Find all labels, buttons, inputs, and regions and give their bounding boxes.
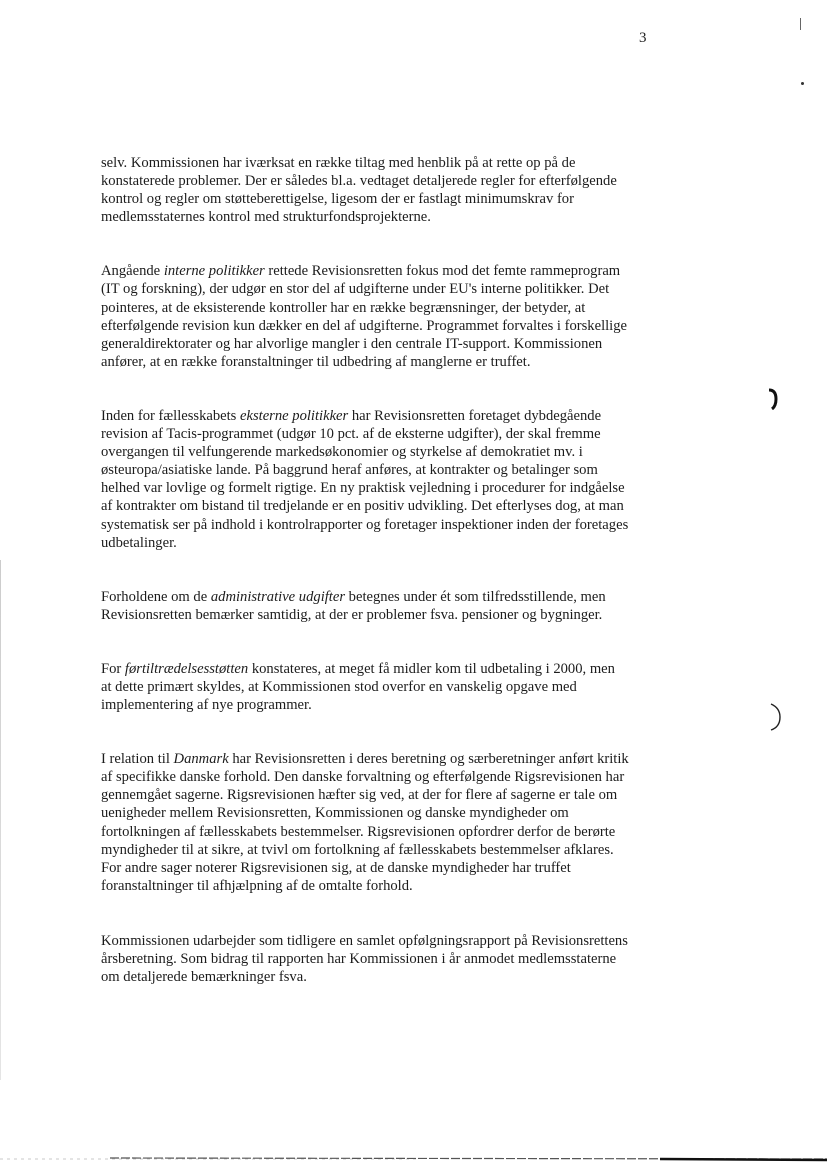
scan-edge-line <box>0 560 1 1080</box>
paragraph-4 <box>101 588 629 624</box>
paragraph-2-emphasis: interne politikker <box>163 263 265 280</box>
paragraph-3-text-a: Inden for fællesskabets <box>101 407 241 424</box>
paragraph-3 <box>101 407 629 552</box>
paragraph-7-text: Kommissionen udarbejder som tidligere en samlet opfølgningsrapport på Revisionsrettens årsberetning. Som bidrag til rapporten har Kommissionen i år anmodet medlemsstaterne om detaljerede bemærkninger fsva. <box>101 932 628 986</box>
paragraph-4-text-a: Forholdene om de <box>101 588 211 605</box>
paragraph-5 <box>101 660 629 714</box>
paragraph-3-emphasis: eksterne politikker <box>240 407 349 424</box>
paragraph-4-text-b: betegnes under ét som tilfredsstillende, men Revisionsretten bemærker samtidig, at der er problemer fsva. pensioner og bygninger. <box>101 588 606 623</box>
paragraph-6-text-a: I relation til <box>101 751 174 768</box>
paragraph-6-text-b: har Revisionsretten i deres beretning og særberetninger anført kritik af specifikke danske forhold. Den danske forvaltning og efterfølgende Rigsrevisionen har gennemgået sagerne. Rigsrevisionen hæfter sig ved, at der for flere af sagerne er tale om uenigheder mellem Revisionsretten, Kommissionen og danske myndigheder om fortolkningen af fællesskabets bestemmelser. Rigsrevisionen opfordrer derfor de berørte myndigheder til at sikre, at tvivl om fortolkning af fællesskabets bestemmelser afklares. For andre sager noterer Rigsrevisionen sig, at de danske myndigheder har truffet foranstaltninger til afhjælpning af de omtalte forhold. <box>101 751 629 894</box>
paragraph-1-text: selv. Kommissionen har iværksat en række tiltag med henblik på at rette op på de konstaterede problemer. Der er således bl.a. vedtaget detaljerede regler for efterfølgende kontrol og regler om støtteberettigelse, ligesom der er fastlagt minimumskrav for medlemsstaternes kontrol med strukturfondsprojekterne. <box>101 155 617 226</box>
paragraph-2 <box>101 262 629 371</box>
paragraph-5-text-a: For <box>101 660 125 677</box>
scan-bracket-mark <box>768 388 778 410</box>
paragraph-5-text-b: konstateres, at meget få midler kom til udbetaling i 2000, men at dette primært skyldes, at Kommissionen stod overfor en vanskelig opgave med implementering af nye programmer. <box>101 660 615 714</box>
paragraph-1 <box>101 154 629 226</box>
paragraph-7 <box>101 932 629 986</box>
paragraph-2-text-a: Angående <box>101 263 164 280</box>
paragraph-5-emphasis: førtiltrædelsesstøtten <box>124 660 249 677</box>
page-number: 3 <box>639 30 647 46</box>
paragraph-4-emphasis: administrative udgifter <box>210 588 346 605</box>
paragraph-6 <box>101 750 629 895</box>
paragraph-2-text-b: rettede Revisionsretten fokus mod det femte rammeprogram (IT og forskning), der udgør en stor del af udgifterne under EU's interne politikker. Det pointeres, at de eksisterende kontroller har en række begrænsninger, der betyder, at efterfølgende revision kun dækker en del af udgifterne. Programmet forvaltes i forskellige generaldirektorater og har alvorlige mangler i den centrale IT-support. Kommissionen anfører, at en række foranstaltninger til udbedring af manglerne er truffet. <box>101 263 628 370</box>
scan-dot <box>801 82 804 85</box>
scan-bracket-mark-light <box>768 702 782 732</box>
paragraph-3-text-b: har Revisionsretten foretaget dybdegående revision af Tacis-programmet (udgør 10 pct. af de eksterne udgifter), der skal fremme overgangen til velfungerende markedsøkonomier og styrkelse af demokratiet mv. i østeuropa/asiatiske lande. På baggrund heraf anføres, at kontrakter og betalinger som helhed var lovlige og formelt rigtige. En ny praktisk vejledning i procedurer for indgåelse af kontrakter om bistand til tredjelande er en positiv udvikling. Det efterlyses dog, at man systematisk ser på indhold i kontrolrapporter og foretager inspektioner inden der foretages udbetalinger. <box>101 407 629 551</box>
scan-bottom-edge <box>0 1155 827 1163</box>
document-body <box>101 154 629 1022</box>
paragraph-6-emphasis: Danmark <box>173 751 229 768</box>
scan-mark <box>800 18 801 30</box>
